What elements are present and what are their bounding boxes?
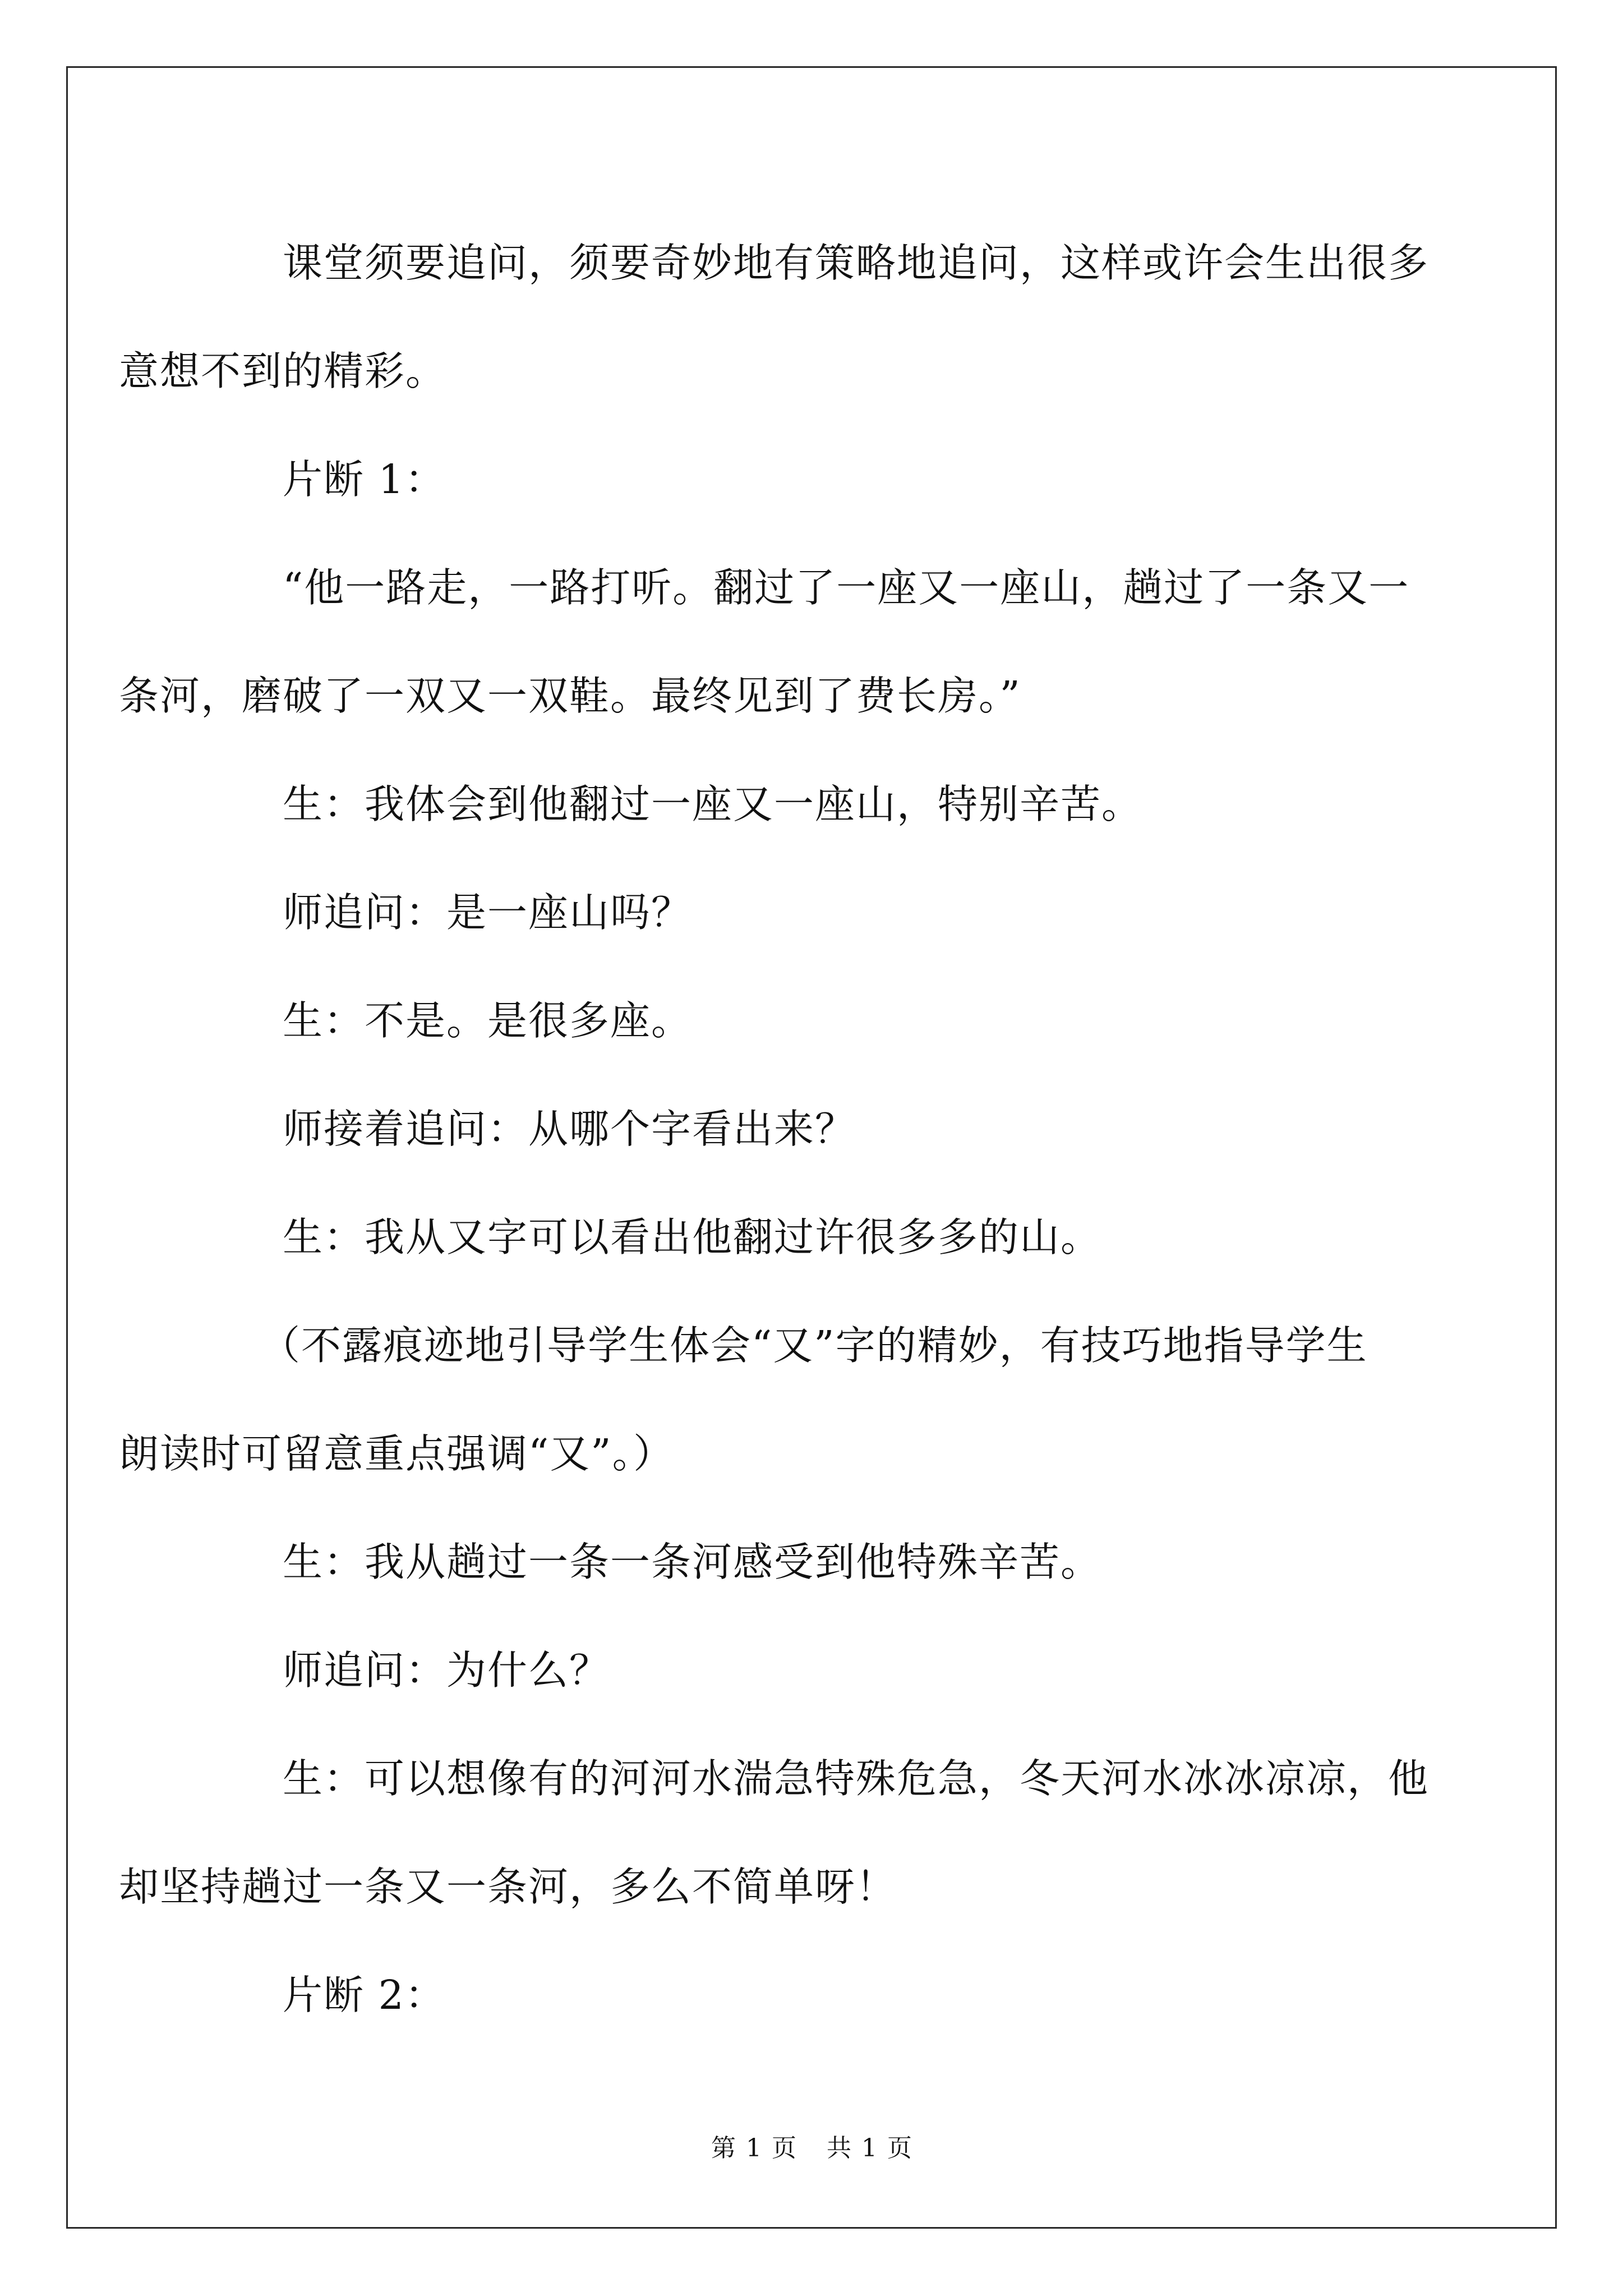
dialogue-line (201, 967, 1435, 1075)
dialogue-line (201, 858, 1435, 967)
section-heading-2 (201, 1941, 1435, 2049)
text-line: 朗读时可留意重点强调“又”。） (119, 1430, 675, 1477)
text-line: 生：我从又字可以看出他翻过许很多多的山。 (283, 1214, 1102, 1260)
text-line: 生：可以想像有的河河水湍急特殊危急，冬天河水冰冰凉凉，他 (283, 1755, 1430, 1802)
page-footer (0, 2132, 1623, 2165)
page-number-total: 共 1 页 (827, 2134, 912, 2162)
text-line: 师追问：为什么？ (283, 1647, 611, 1694)
document-body (119, 209, 1435, 2049)
text-line: 课堂须要追问，须要奇妙地有策略地追问，这样或许会生出很多 (283, 240, 1430, 286)
text-line: 生：不是。是很多座。 (283, 997, 693, 1044)
text-line: 生：我从趟过一条一条河感受到他特殊辛苦。 (283, 1539, 1102, 1585)
text-line: 师追问：是一座山吗？ (283, 889, 693, 936)
dialogue-line (201, 1183, 1435, 1291)
dialogue-line (201, 1075, 1435, 1183)
text-line: 却坚持趟过一条又一条河，多么不简单呀！ (119, 1864, 897, 1910)
text-line: 意想不到的精彩。 (119, 348, 447, 394)
dialogue-line (201, 1616, 1435, 1724)
page-number-current: 第 1 页 (711, 2134, 796, 2162)
text-line: 片断 2： (283, 1972, 446, 2018)
dialogue-line (201, 750, 1435, 858)
text-line: （不露痕迹地引导学生体会“又”字的精妙，有技巧地指导学生 (260, 1322, 1368, 1369)
section-heading-1 (201, 425, 1435, 533)
text-line: “他一路走，一路打听。翻过了一座又一座山，趟过了一条又一 (283, 564, 1410, 611)
text-line: 生：我体会到他翻过一座又一座山，特别辛苦。 (283, 781, 1143, 827)
dialogue-line (119, 1724, 1435, 1941)
text-line: 条河，磨破了一双又一双鞋。最终见到了费长房。” (119, 673, 1021, 719)
text-line: 师接着追问：从哪个字看出来？ (283, 1106, 856, 1152)
dialogue-line (201, 1508, 1435, 1616)
quote-paragraph (119, 533, 1435, 750)
teaching-note (119, 1291, 1435, 1508)
text-line: 片断 1： (283, 456, 446, 503)
paragraph-intro (119, 209, 1435, 425)
